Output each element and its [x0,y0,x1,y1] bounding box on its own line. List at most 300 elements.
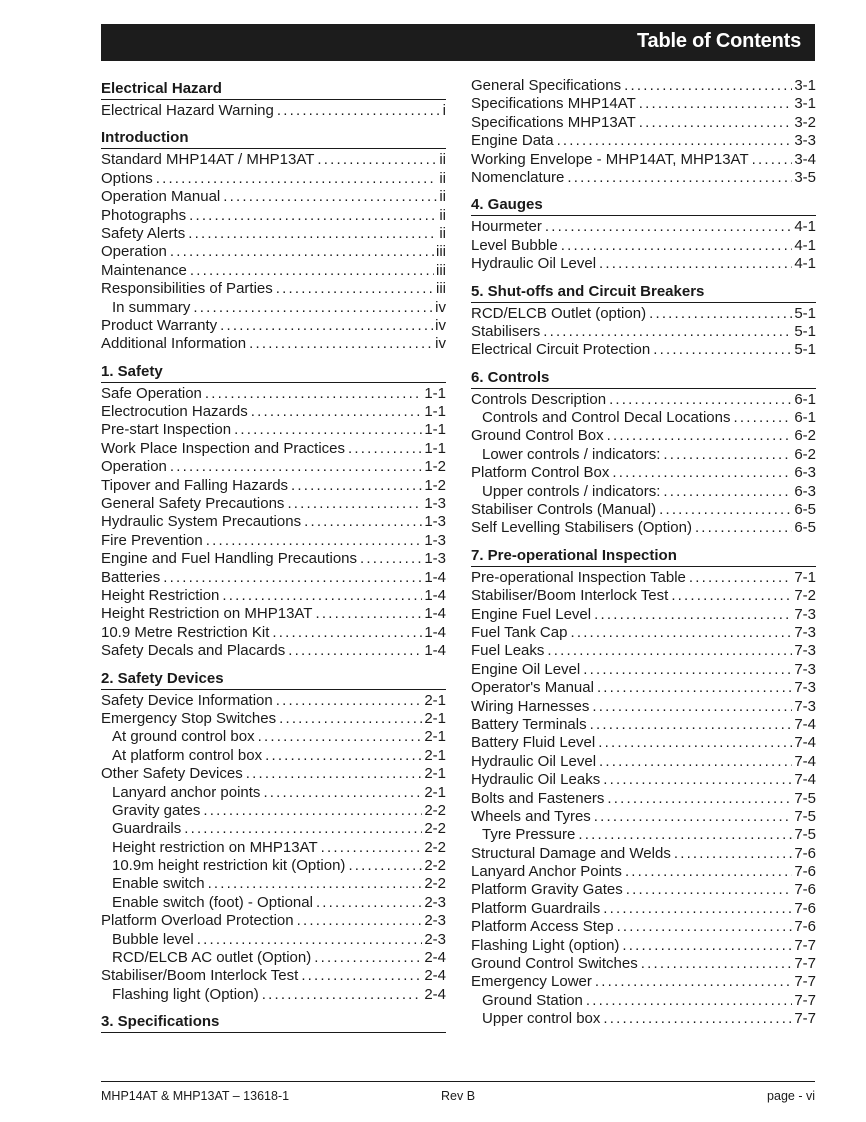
toc-entry[interactable] [101,170,446,188]
entry-title: At platform control box [112,746,263,764]
dot-leader [733,409,792,427]
entry-page-number: 1-4 [424,605,446,623]
toc-entry[interactable] [471,863,816,881]
entry-page-number: 7-6 [794,863,816,881]
entry-title: Batteries [101,568,161,586]
toc-entry[interactable] [471,734,816,752]
toc-section [471,193,816,273]
toc-entry[interactable] [471,606,816,624]
dot-leader [291,477,422,495]
entry-title: Stabiliser/Boom Interlock Test [101,967,299,985]
dot-leader [156,170,438,188]
toc-entry[interactable] [101,605,446,623]
dot-leader [561,237,793,255]
toc-entry[interactable] [471,114,816,132]
toc-section [101,77,446,120]
dot-leader [222,587,422,605]
entry-title: Flashing Light (option) [471,936,620,954]
entry-page-number: ii [439,206,446,224]
dot-leader [206,532,423,550]
entry-page-number: 6-1 [794,409,816,427]
dot-leader [594,808,793,826]
toc-entry[interactable] [471,808,816,826]
toc-entry[interactable] [471,624,816,642]
dot-leader [607,427,793,445]
toc-entry[interactable] [471,587,816,605]
toc-section [101,667,446,1005]
entry-title: Working Envelope - MHP14AT, MHP13AT [471,150,749,168]
entry-page-number: 1-1 [424,421,446,439]
toc-section [471,280,816,360]
entry-page-number: 4-1 [794,236,816,254]
toc-entry[interactable] [471,255,816,273]
entry-page-number: 7-6 [794,899,816,917]
entry-title: Flashing light (Option) [112,985,259,1003]
entry-title: Engine and Fuel Handling Precautions [101,550,358,568]
toc-entry[interactable] [101,335,446,353]
toc-entry[interactable] [101,188,446,206]
toc-entry[interactable] [101,569,446,587]
entry-page-number: 5-1 [794,341,816,359]
toc-entry[interactable] [471,501,816,519]
entry-title: Fuel Tank Cap [471,623,568,641]
entry-title: Upper controls / indicators: [482,482,661,500]
dot-leader [547,642,792,660]
section-heading: 4. Gauges [471,193,816,216]
dot-leader [622,937,792,955]
section-heading: 3. Specifications [101,1010,446,1033]
entry-title: Safety Device Information [101,691,273,709]
toc-subentry[interactable] [471,826,816,844]
entry-title: Maintenance [101,261,187,279]
dot-leader [570,624,792,642]
toc-subentry[interactable] [101,839,446,857]
toc-subentry[interactable] [101,747,446,765]
toc-entry[interactable] [471,918,816,936]
toc-subentry[interactable] [101,894,446,912]
entry-page-number: 6-2 [794,427,816,445]
entry-title: Stabiliser/Boom Interlock Test [471,587,669,605]
toc-entry[interactable] [101,207,446,225]
toc-subentry[interactable] [471,992,816,1010]
toc-entry[interactable] [101,225,446,243]
dot-leader [348,440,422,458]
entry-title: Lanyard anchor points [112,783,261,801]
entry-page-number: ii [439,188,446,206]
entry-page-number: 7-5 [794,807,816,825]
entry-title: Operation [101,243,167,261]
entry-page-number: 2-1 [424,728,446,746]
toc-entry[interactable] [471,464,816,482]
entry-page-number: 1-2 [424,476,446,494]
toc-entry[interactable] [471,790,816,808]
toc-entry[interactable] [101,967,446,985]
dot-leader [583,661,792,679]
entry-title: RCD/ELCB AC outlet (Option) [112,949,312,967]
toc-entry[interactable] [471,218,816,236]
dot-leader [197,931,423,949]
toc-subentry[interactable] [101,784,446,802]
entry-page-number: iv [435,298,446,316]
dot-leader [695,519,792,537]
entry-title: Electrical Hazard Warning [101,102,274,119]
dot-leader [163,569,422,587]
entry-title: 10.9 Metre Restriction Kit [101,623,270,641]
entry-title: Hydraulic Oil Level [471,255,597,273]
dot-leader [279,710,422,728]
dot-leader [314,949,422,967]
dot-leader [316,894,422,912]
entry-page-number: 6-5 [794,501,816,519]
toc-entry[interactable] [101,151,446,169]
entry-page-number: 1-1 [424,403,446,421]
entry-title: Pre-start Inspection [101,421,232,439]
toc-entry[interactable] [471,391,816,409]
entry-title: Controls and Control Decal Locations [482,409,731,427]
entry-page-number: 5-1 [794,304,816,322]
entry-title: Platform Overload Protection [101,912,294,930]
dot-leader [603,1010,792,1028]
dot-leader [170,243,434,261]
toc-entry[interactable] [101,912,446,930]
dot-leader [170,458,422,476]
entry-title: In summary [112,298,191,316]
entry-page-number: 7-4 [794,715,816,733]
entry-page-number: 1-2 [424,458,446,476]
entry-title: Hydraulic System Precautions [101,513,302,531]
toc-entry[interactable] [101,477,446,495]
entry-title: Ground Control Switches [471,955,638,973]
toc-entry[interactable] [471,881,816,899]
dot-leader [258,728,423,746]
toc-entry[interactable] [471,716,816,734]
toc-section [101,1010,446,1033]
dot-leader [597,679,792,697]
entry-page-number: 7-3 [794,623,816,641]
dot-leader [234,421,422,439]
toc-entry[interactable] [471,132,816,150]
entry-page-number: 1-4 [424,642,446,660]
entry-title: Electrocution Hazards [101,403,248,421]
toc-subentry[interactable] [471,446,816,464]
toc-entry[interactable] [471,169,816,187]
entry-page-number: 1-4 [424,568,446,586]
dot-leader [599,255,792,273]
toc-entry[interactable] [101,385,446,403]
entry-page-number: 2-4 [424,967,446,985]
dot-leader [752,151,793,169]
toc-section [101,360,446,661]
dot-leader [639,114,793,132]
dot-leader [223,188,437,206]
toc-entry[interactable] [101,692,446,710]
entry-page-number: 7-7 [794,973,816,991]
dot-leader [671,587,792,605]
entry-title: Additional Information [101,335,247,353]
toc-entry[interactable] [101,403,446,421]
dot-leader [188,225,437,243]
dot-leader [663,483,792,501]
toc-entry[interactable] [101,710,446,728]
dot-leader [625,863,792,881]
entry-title: Battery Fluid Level [471,734,596,752]
toc-entry[interactable] [471,305,816,323]
entry-page-number: 3-4 [794,150,816,168]
footer-document-id: MHP14AT & MHP13AT – 13618-1 [101,1089,290,1103]
entry-title: Ground Station [482,991,583,1009]
toc-entry[interactable] [471,323,816,341]
toc-section [471,77,816,187]
toc-entry[interactable] [471,237,816,255]
entry-title: Photographs [101,206,187,224]
toc-section [101,126,446,353]
toc-entry[interactable] [101,587,446,605]
entry-title: Engine Oil Level [471,660,581,678]
entry-title: Emergency Stop Switches [101,709,277,727]
toc-entry[interactable] [471,95,816,113]
toc-subentry[interactable] [101,802,446,820]
entry-page-number: 7-6 [794,918,816,936]
entry-title: Platform Guardrails [471,899,601,917]
entry-page-number: 7-3 [794,660,816,678]
entry-title: Level Bubble [471,236,558,254]
entry-page-number: 1-3 [424,495,446,513]
toc-subentry[interactable] [101,986,446,1004]
toc-entry[interactable] [471,341,816,359]
dot-leader [603,900,792,918]
toc-entry[interactable] [101,765,446,783]
toc-entry[interactable] [471,937,816,955]
toc-subentry[interactable] [471,1010,816,1028]
entry-page-number: 7-3 [794,642,816,660]
dot-leader [205,385,422,403]
entry-title: Battery Terminals [471,715,587,733]
toc-subentry[interactable] [101,857,446,875]
entry-title: Operation [101,458,167,476]
section-heading: 6. Controls [471,366,816,389]
entry-title: Standard MHP14AT / MHP13AT [101,151,315,169]
dot-leader [272,624,422,642]
entry-title: Safety Decals and Placards [101,642,286,660]
toc-entry[interactable] [101,262,446,280]
toc-entry[interactable] [101,243,446,261]
toc-section [471,366,816,538]
entry-page-number: 1-1 [424,439,446,457]
toc-entry[interactable] [471,771,816,789]
toc-entry[interactable] [471,845,816,863]
toc-entry[interactable] [101,642,446,660]
dot-leader [641,955,793,973]
section-heading: 2. Safety Devices [101,667,446,690]
entry-title: Engine Data [471,132,554,150]
dot-leader [262,986,423,1004]
entry-title: Lower controls / indicators: [482,445,661,463]
dot-leader [249,335,433,353]
dot-leader [663,446,792,464]
entry-title: At ground control box [112,728,255,746]
toc-entry[interactable] [471,519,816,537]
entry-page-number: 4-1 [794,255,816,273]
entry-page-number: 2-2 [424,857,446,875]
toc-entry[interactable] [471,661,816,679]
entry-page-number: 2-1 [424,746,446,764]
entry-title: Electrical Circuit Protection [471,341,651,359]
entry-title: Platform Control Box [471,464,610,482]
footer-divider [101,1081,815,1082]
toc-entry[interactable] [471,753,816,771]
dot-leader [297,912,423,930]
entry-page-number: ii [439,224,446,242]
entry-title: Stabiliser Controls (Manual) [471,501,657,519]
toc-entry[interactable] [101,440,446,458]
entry-page-number: 6-3 [794,482,816,500]
dot-leader [545,218,792,236]
dot-leader [586,992,792,1010]
entry-title: Height restriction on MHP13AT [112,838,318,856]
entry-page-number: 2-4 [424,985,446,1003]
toc-entry[interactable] [101,102,446,120]
entry-page-number: 4-1 [794,218,816,236]
dot-leader [317,151,437,169]
toc-entry[interactable] [471,900,816,918]
toc-entry[interactable] [471,679,816,697]
toc-entry[interactable] [101,550,446,568]
dot-leader [598,734,792,752]
dot-leader [612,464,792,482]
page-title: Table of Contents [636,30,801,52]
entry-page-number: 2-1 [424,709,446,727]
entry-page-number: 2-3 [424,930,446,948]
entry-page-number: 7-1 [794,568,816,586]
entry-page-number: 1-1 [424,384,446,402]
dot-leader [315,605,422,623]
entry-page-number: 6-5 [794,519,816,537]
dot-leader [220,317,433,335]
toc-right-column [471,77,816,1035]
entry-page-number: 5-1 [794,322,816,340]
toc-entry[interactable] [471,569,816,587]
toc-entry[interactable] [101,458,446,476]
dot-leader [348,857,422,875]
dot-leader [288,642,422,660]
entry-page-number: 2-4 [424,949,446,967]
entry-page-number: 7-6 [794,881,816,899]
entry-page-number: ii [439,169,446,187]
dot-leader [276,692,423,710]
toc-entry[interactable] [471,642,816,660]
toc-entry[interactable] [101,532,446,550]
entry-title: Bubble level [112,930,194,948]
dot-leader [674,845,792,863]
toc-subentry[interactable] [101,299,446,317]
entry-title: Specifications MHP14AT [471,95,636,113]
entry-title: Wheels and Tyres [471,807,591,825]
toc-subentry[interactable] [101,820,446,838]
dot-leader [203,802,422,820]
entry-page-number: 6-2 [794,445,816,463]
entry-page-number: 3-3 [794,132,816,150]
entry-title: Gravity gates [112,801,201,819]
entry-page-number: 7-7 [794,936,816,954]
toc-entry[interactable] [101,280,446,298]
dot-leader [689,569,792,587]
entry-title: General Safety Precautions [101,495,285,513]
entry-title: Wiring Harnesses [471,697,590,715]
dot-leader [617,918,793,936]
toc-section [471,544,816,1029]
entry-page-number: 7-7 [794,955,816,973]
entry-page-number: 3-1 [794,77,816,94]
dot-leader [607,790,792,808]
dot-leader [287,495,422,513]
dot-leader [659,501,792,519]
entry-title: Safe Operation [101,384,202,402]
dot-leader [653,341,792,359]
dot-leader [567,169,792,187]
dot-leader [649,305,792,323]
dot-leader [594,606,792,624]
entry-page-number: 7-2 [794,587,816,605]
entry-page-number: 6-1 [794,390,816,408]
entry-page-number: 7-4 [794,734,816,752]
toc-subentry[interactable] [101,931,446,949]
entry-title: Engine Fuel Level [471,605,592,623]
entry-title: Tipover and Falling Hazards [101,476,289,494]
entry-page-number: i [442,102,446,119]
toc-entry[interactable] [101,513,446,531]
entry-page-number: 1-3 [424,531,446,549]
dot-leader [265,747,422,765]
entry-title: Fuel Leaks [471,642,545,660]
toc-entry[interactable] [101,317,446,335]
toc-entry[interactable] [471,77,816,95]
toc-entry[interactable] [101,624,446,642]
toc-entry[interactable] [471,955,816,973]
toc-entry[interactable] [471,973,816,991]
toc-subentry[interactable] [101,728,446,746]
entry-page-number: 2-2 [424,801,446,819]
dot-leader [590,716,793,734]
footer-page-number: page - vi [767,1089,815,1103]
dot-leader [599,753,792,771]
entry-title: Stabilisers [471,322,541,340]
entry-page-number: 7-3 [794,697,816,715]
toc-entry[interactable] [101,421,446,439]
entry-title: Height Restriction on MHP13AT [101,605,313,623]
entry-page-number: 7-3 [794,605,816,623]
entry-title: Other Safety Devices [101,765,243,783]
section-heading: 5. Shut-offs and Circuit Breakers [471,280,816,303]
toc-subentry[interactable] [471,409,816,427]
entry-page-number: 2-2 [424,875,446,893]
toc-subentry[interactable] [101,875,446,893]
dot-leader [301,967,422,985]
toc-left-column [101,77,446,1039]
entry-title: Enable switch (foot) - Optional [112,893,313,911]
dot-leader [304,513,422,531]
toc-entry[interactable] [471,427,816,445]
entry-page-number: 3-2 [794,113,816,131]
toc-subentry[interactable] [101,949,446,967]
entry-title: Bolts and Fasteners [471,789,605,807]
toc-subentry[interactable] [471,483,816,501]
toc-entry[interactable] [471,151,816,169]
entry-page-number: 6-3 [794,464,816,482]
toc-entry[interactable] [101,495,446,513]
entry-title: Platform Access Step [471,918,614,936]
toc-entry[interactable] [471,698,816,716]
entry-title: Operation Manual [101,188,221,206]
